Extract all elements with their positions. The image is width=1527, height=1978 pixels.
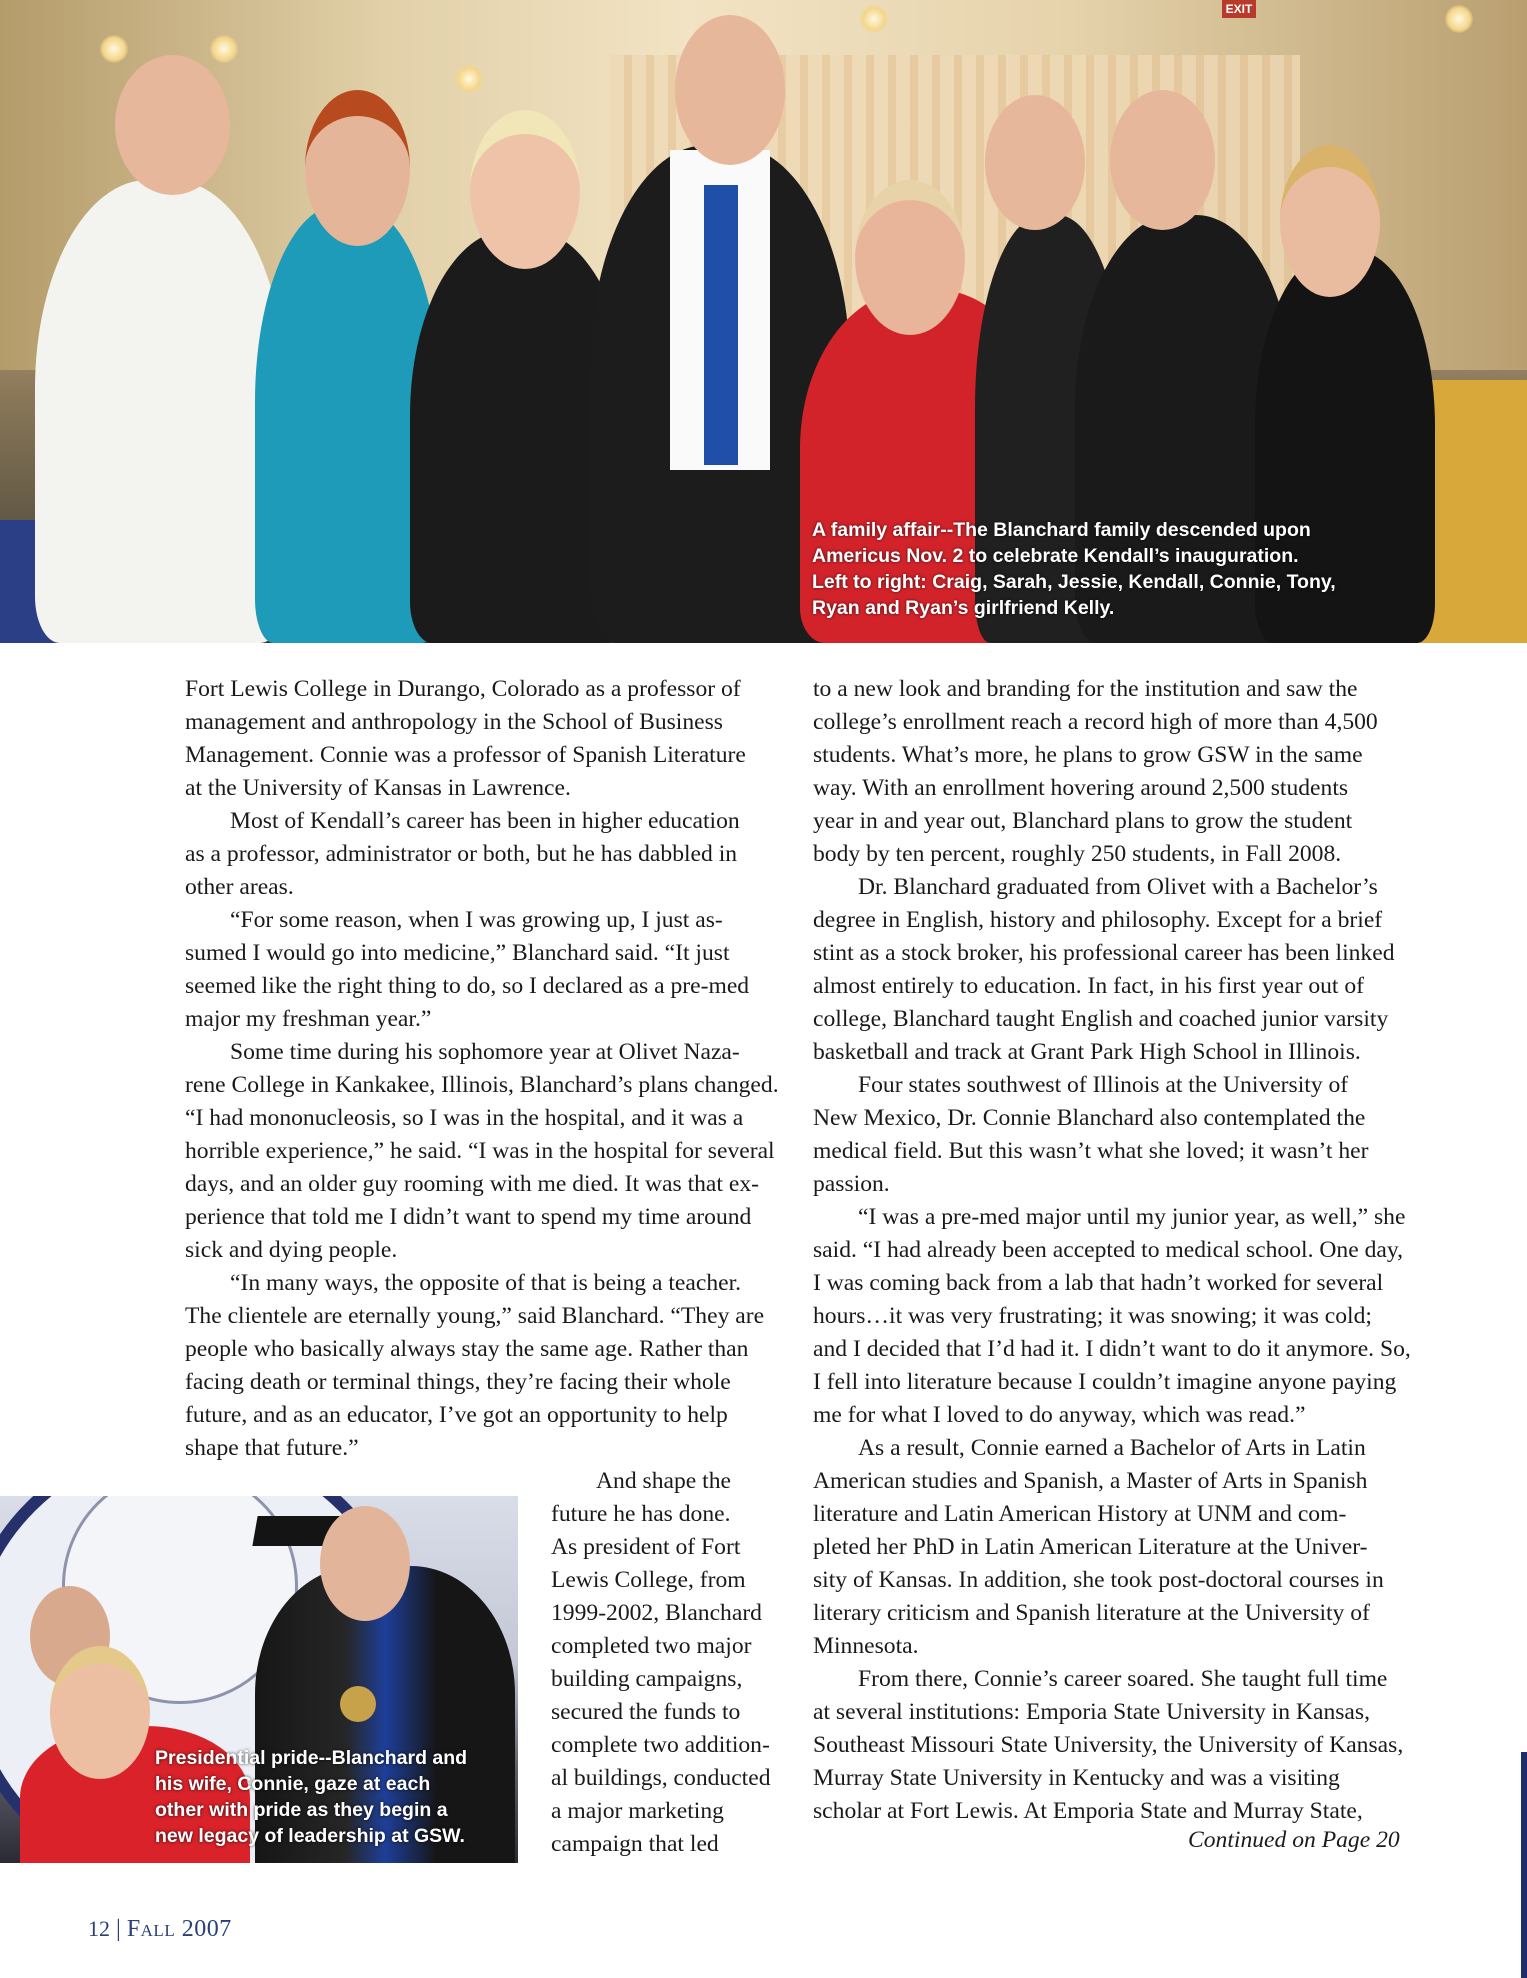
text-line: body by ten percent, roughly 250 students, in Fall 2008. xyxy=(813,841,1342,867)
text-line: to a new look and branding for the institution and saw the xyxy=(813,676,1358,702)
text-line: Minnesota. xyxy=(813,1633,919,1659)
text-line: at several institutions: Emporia State University in Kansas, xyxy=(813,1699,1370,1725)
page-number: 12 xyxy=(88,1916,110,1941)
text-line: “In many ways, the opposite of that is being a teacher. xyxy=(230,1270,742,1296)
text-line: Dr. Blanchard graduated from Olivet with a Bachelor’s xyxy=(858,874,1378,900)
text-line: other areas. xyxy=(185,874,294,900)
text-line: pleted her PhD in Latin American Literature at the Univer- xyxy=(813,1534,1368,1560)
article-column-narrow xyxy=(551,1465,771,1861)
text-line: me for what I loved to do anyway, which was read.” xyxy=(813,1402,1306,1428)
text-line: American studies and Spanish, a Master of Arts in Spanish xyxy=(813,1468,1368,1494)
text-line: campaign that led xyxy=(551,1831,719,1857)
text-line: horrible experience,” he said. “I was in the hospital for several xyxy=(185,1138,775,1164)
folio-separator: | xyxy=(116,1916,121,1942)
text-line: Some time during his sophomore year at Olivet Naza- xyxy=(230,1039,740,1065)
text-line: passion. xyxy=(813,1171,890,1197)
article-column-left xyxy=(185,673,779,1465)
text-line: students. What’s more, he plans to grow GSW in the same xyxy=(813,742,1363,768)
text-line: basketball and track at Grant Park High School in Illinois. xyxy=(813,1039,1361,1065)
issue-name: Fall 2007 xyxy=(126,1916,232,1942)
text-line: “I had mononucleosis, so I was in the hospital, and it was a xyxy=(185,1105,744,1131)
medallion xyxy=(340,1686,376,1722)
text-line: As president of Fort xyxy=(551,1534,741,1560)
text-line: college, Blanchard taught English and coached junior varsity xyxy=(813,1006,1389,1032)
caption-line: Left to right: Craig, Sarah, Jessie, Kendall, Connie, Tony, xyxy=(812,571,1336,593)
text-line: college’s enrollment reach a record high of more than 4,500 xyxy=(813,709,1378,735)
text-line: And shape the xyxy=(596,1468,731,1494)
caption-line: other with pride as they begin a xyxy=(155,1799,448,1821)
wall-lamp xyxy=(100,35,128,63)
text-line: As a result, Connie earned a Bachelor of Arts in Latin xyxy=(858,1435,1366,1461)
text-line: as a professor, administrator or both, but he has dabbled in xyxy=(185,841,738,867)
chandelier xyxy=(860,5,888,33)
text-line: 1999-2002, Blanchard xyxy=(551,1600,762,1626)
blanchard-head xyxy=(320,1506,410,1621)
person-tony-head xyxy=(985,95,1085,230)
text-line: rene College in Kankakee, Illinois, Blanchard’s plans changed. xyxy=(185,1072,779,1098)
wall-lamp xyxy=(210,35,238,63)
family-photo-caption xyxy=(812,517,1372,621)
text-line: almost entirely to education. In fact, in his first year out of xyxy=(813,973,1365,999)
text-line: shape that future.” xyxy=(185,1435,359,1461)
text-line: Lewis College, from xyxy=(551,1567,746,1593)
text-line: sumed I would go into medicine,” Blanchard said. “It just xyxy=(185,940,730,966)
text-line: way. With an enrollment hovering around 2,500 students xyxy=(813,775,1349,801)
text-line: medical field. But this wasn’t what she loved; it wasn’t her xyxy=(813,1138,1369,1164)
connie-head xyxy=(50,1646,150,1779)
exit-sign: EXIT xyxy=(1222,0,1256,18)
caption-line: Presidential pride--Blanchard and xyxy=(155,1747,468,1769)
text-line: perience that told me I didn’t want to spend my time around xyxy=(185,1204,752,1230)
text-line: and I decided that I’d had it. I didn’t want to do it anymore. So, xyxy=(813,1336,1411,1362)
text-line: major my freshman year.” xyxy=(185,1006,432,1032)
text-line: people who basically always stay the same age. Rather than xyxy=(185,1336,749,1362)
text-line: al buildings, conducted xyxy=(551,1765,771,1791)
text-line: seemed like the right thing to do, so I declared as a pre-med xyxy=(185,973,750,999)
page-edge-bar xyxy=(1521,1752,1527,1978)
text-line: future, and as an educator, I’ve got an opportunity to help xyxy=(185,1402,728,1428)
text-line: future he has done. xyxy=(551,1501,731,1527)
person-ryan-head xyxy=(1110,90,1215,230)
text-line: Southeast Missouri State University, the University of Kansas, xyxy=(813,1732,1404,1758)
person-connie-head xyxy=(855,180,965,335)
person-jessie-head xyxy=(470,110,580,269)
text-line: completed two major xyxy=(551,1633,752,1659)
text-line: literary criticism and Spanish literature at the University of xyxy=(813,1600,1370,1626)
text-line: year in and year out, Blanchard plans to grow the student xyxy=(813,808,1353,834)
text-line: literature and Latin American History at UNM and com- xyxy=(813,1501,1347,1527)
wall-lamp xyxy=(455,65,483,93)
caption-line: new legacy of leadership at GSW. xyxy=(155,1825,465,1847)
family-photo xyxy=(0,0,1527,643)
continued-note: Continued on Page 20 xyxy=(1188,1827,1400,1853)
person-kendall-head xyxy=(675,15,785,165)
text-line: Management. Connie was a professor of Spanish Literature xyxy=(185,742,746,768)
article-column-right xyxy=(813,673,1411,1828)
text-line: stint as a stock broker, his professional career has been linked xyxy=(813,940,1395,966)
text-line: sick and dying people. xyxy=(185,1237,398,1263)
caption-line: Ryan and Ryan’s girlfriend Kelly. xyxy=(812,597,1115,619)
text-line: secured the funds to xyxy=(551,1699,741,1725)
text-line: The clientele are eternally young,” said Blanchard. “They are xyxy=(185,1303,765,1329)
text-line: degree in English, history and philosophy. Except for a brief xyxy=(813,907,1383,933)
text-line: said. “I had already been accepted to medical school. One day, xyxy=(813,1237,1404,1263)
text-line: a major marketing xyxy=(551,1798,724,1824)
inauguration-photo-caption xyxy=(155,1745,515,1849)
text-line: at the University of Kansas in Lawrence. xyxy=(185,775,571,801)
text-line: “I was a pre-med major until my junior year, as well,” she xyxy=(858,1204,1406,1230)
text-line: hours…it was very frustrating; it was snowing; it was cold; xyxy=(813,1303,1372,1329)
text-line: Fort Lewis College in Durango, Colorado as a professor of xyxy=(185,676,741,702)
text-line: sity of Kansas. In addition, she took post-doctoral courses in xyxy=(813,1567,1384,1593)
text-line: New Mexico, Dr. Connie Blanchard also contemplated the xyxy=(813,1105,1366,1131)
text-line: building campaigns, xyxy=(551,1666,743,1692)
person-kelly-head xyxy=(1280,145,1380,297)
caption-line: Americus Nov. 2 to celebrate Kendall’s inauguration. xyxy=(812,545,1299,567)
necktie xyxy=(704,185,738,465)
text-line: management and anthropology in the School of Business xyxy=(185,709,723,735)
chandelier xyxy=(1445,5,1473,33)
text-line: I was coming back from a lab that hadn’t worked for several xyxy=(813,1270,1384,1296)
text-line: complete two addition- xyxy=(551,1732,770,1758)
text-line: Most of Kendall’s career has been in higher education xyxy=(230,808,740,834)
caption-line: A family affair--The Blanchard family descended upon xyxy=(812,519,1311,541)
text-line: “For some reason, when I was growing up, I just as- xyxy=(230,907,723,933)
text-line: days, and an older guy rooming with me died. It was that ex- xyxy=(185,1171,759,1197)
text-line: Murray State University in Kentucky and was a visiting xyxy=(813,1765,1340,1791)
text-line: From there, Connie’s career soared. She taught full time xyxy=(858,1666,1388,1692)
caption-line: his wife, Connie, gaze at each xyxy=(155,1773,431,1795)
text-line: I fell into literature because I couldn’t imagine anyone paying xyxy=(813,1369,1397,1395)
page-folio xyxy=(88,1916,232,1943)
text-line: facing death or terminal things, they’re facing their whole xyxy=(185,1369,731,1395)
person-craig-head xyxy=(115,55,230,195)
person-craig xyxy=(35,180,285,643)
text-line: Four states southwest of Illinois at the University of xyxy=(858,1072,1349,1098)
text-line: scholar at Fort Lewis. At Emporia State and Murray State, xyxy=(813,1798,1363,1824)
person-sarah-head xyxy=(305,90,410,246)
